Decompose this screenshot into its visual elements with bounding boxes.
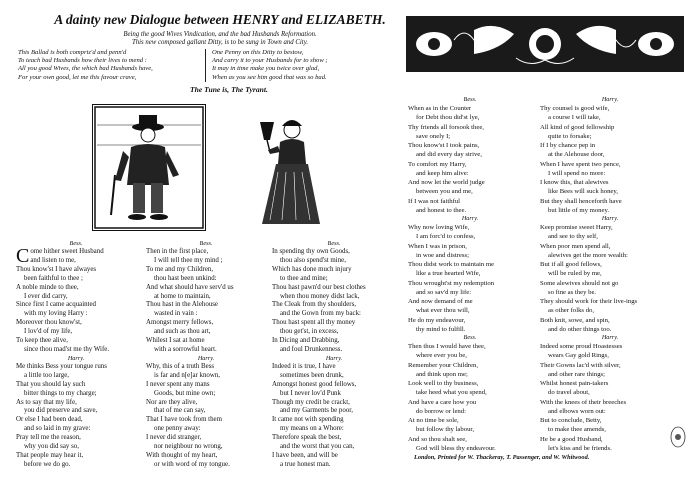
speaker-label: Bess.	[463, 334, 477, 341]
library-stamp	[670, 426, 686, 448]
verse-line: With thought of my heart,	[146, 451, 218, 459]
verse-line: thou get'st, in excess,	[280, 328, 339, 336]
verse-line: At no time be sole,	[408, 417, 459, 424]
verse-line: Thy counsel is good wife,	[540, 105, 610, 112]
verse-line: He be a good Husband,	[540, 435, 603, 443]
intro-left	[18, 49, 153, 82]
verse-line: at the Alehouse door,	[548, 151, 605, 159]
verse-line: I lov'd of my life,	[24, 328, 73, 336]
verse-line: and keep him alive:	[416, 169, 469, 177]
verse-line: my means on a Whore:	[280, 425, 344, 433]
verse-line: Indeed it is true, I have	[272, 362, 336, 370]
woodcut-man	[92, 104, 206, 231]
intro-line: This Ballad is both compriz'd and penn'd	[18, 49, 127, 56]
stamp-icon	[670, 426, 686, 448]
speaker-label: Harry.	[601, 334, 619, 341]
verse-line: and the Gown from my back:	[280, 310, 361, 318]
verse-line: do borrow or lend:	[416, 407, 466, 415]
verse-column-4	[408, 96, 532, 453]
verse-line: Why now loving Wife,	[408, 224, 470, 231]
intro-line: One Penny on this Ditty to bestow,	[212, 49, 304, 56]
speaker-label: Harry.	[461, 215, 479, 222]
verse-line: Their Gowns lac'd with silver,	[540, 361, 621, 369]
intro-line: When as you see him good that was so bad.	[212, 73, 327, 81]
verse-line: Thou hast spent all thy money	[272, 319, 356, 327]
verse-line: I am forc'd to confess,	[416, 233, 476, 241]
speaker-label: Harry.	[325, 354, 343, 362]
verse-line: When I have spent two pence,	[540, 160, 621, 168]
verse-line: A noble minde to thee,	[16, 283, 79, 291]
verse-line: As to say that my life,	[16, 398, 77, 406]
verse-line: To me and my Children,	[146, 265, 214, 273]
verse-line: Which has done much injury	[272, 265, 352, 273]
verse-line: at home to maintain,	[154, 292, 211, 300]
verse-line: And now let the world judge	[408, 179, 485, 186]
intro-line: For your own good, let me this favour crave,	[18, 73, 137, 81]
verse-line: and did every day strive,	[416, 151, 482, 159]
subtitle	[30, 31, 410, 47]
verse-line: where ever you be,	[416, 352, 467, 360]
verse-line: All kind of good fellowship	[540, 123, 615, 131]
verse-line: with my loving Harry :	[24, 310, 88, 318]
verse-line: and the worst that you can,	[280, 443, 355, 451]
verse-line: to thee and mine;	[280, 274, 328, 282]
verse-line: And what should have serv'd us	[146, 283, 234, 291]
speaker-label: Harry.	[601, 215, 619, 222]
verse-line: Both knit, sowe, and spin,	[540, 316, 610, 324]
verse-line: save onely I;	[416, 132, 451, 140]
verse-line: thou also spend'st mine,	[280, 256, 346, 264]
verse-column-3	[272, 240, 396, 470]
verse-line: Why, this of a truth Bess	[146, 362, 215, 370]
speaker-label: Bess.	[199, 240, 213, 247]
verse-line: Whilest I sat at home	[146, 337, 205, 345]
verse-line: thy mind to fulfill.	[416, 325, 466, 333]
verse-line: I never did stranger,	[146, 434, 202, 442]
verse-line: Look well to thy business,	[408, 380, 479, 387]
verse-line: a course I will take,	[548, 114, 601, 122]
verse-line: and such as thou art,	[154, 328, 211, 336]
verse-line: When I was in prison,	[408, 242, 467, 250]
man-figure-image	[93, 105, 205, 230]
verse-line: is far and n[e]ar known,	[154, 371, 221, 379]
verse-line: why you did say so,	[24, 443, 79, 451]
verse-line: been faithful to thee ;	[24, 274, 83, 282]
verse-line: Or else I had been dead,	[16, 416, 83, 424]
verse-line: sometimes been drunk,	[280, 371, 344, 379]
intro-line: To teach bad Husbands how their lives to mend :	[18, 57, 147, 65]
verse-line: a little too large,	[24, 371, 70, 379]
verse-line: Thou know'st I have alwayes	[16, 265, 97, 273]
speaker-label: Bess.	[463, 96, 477, 103]
verse-line: and elbows worn out:	[548, 407, 606, 415]
verse-line: and listen to me,	[30, 256, 76, 264]
verse-line: for Debt thou did'st lye,	[416, 114, 480, 122]
verse-line: Goods, but mine own;	[154, 389, 216, 397]
verse-line: and see to thy self,	[548, 233, 598, 241]
verse-line: Amongst merry fellows,	[146, 319, 214, 327]
verse-line: you did preserve and save,	[24, 407, 98, 415]
verse-line: I ever did carry,	[24, 292, 68, 300]
verse-line: bitter things to my charge;	[24, 389, 97, 397]
verse-line: but I never lov'd Punk	[280, 389, 341, 397]
verse-line: With the knees of their breeches	[540, 398, 627, 406]
verse-line: But if all good fellows,	[540, 261, 602, 268]
verse-line: nor neighbour no wrong,	[154, 443, 223, 451]
verse-line: Thou hast pawn'd our best clothes	[272, 283, 366, 291]
verse-line: If I was not faithful	[408, 197, 460, 205]
intro-right	[212, 49, 328, 82]
verse-line: and foul Drunkenness.	[280, 345, 343, 353]
verse-line: Then thus I would have thee,	[408, 343, 486, 350]
verse-line: In spending thy own Goods,	[272, 248, 350, 255]
verse-line: Indeed some proud Hoastesses	[540, 343, 623, 350]
verse-line: Moreover thou know'st,	[16, 319, 82, 327]
verse-line: Me thinks Bess your tongue runs	[16, 362, 107, 370]
verse-line: Nor are they alive,	[146, 398, 198, 406]
verse-line: I will tell thee my mind ;	[154, 256, 223, 264]
verse-line: I have been, and will be	[272, 451, 338, 459]
verse-line: one penny away:	[154, 425, 201, 433]
verse-line: so fine as they be.	[548, 288, 597, 296]
verse-column-5	[540, 96, 680, 453]
verse-line: When poor men spend all,	[540, 242, 611, 250]
verse-line: to make thee amends,	[548, 426, 606, 434]
verse-line: and my Garments be poor,	[280, 407, 354, 415]
verse-line: If I by chance pep in	[540, 142, 596, 149]
verse-line: with a sorrowful heart.	[154, 345, 217, 353]
verse-line: But they shall henceforth have	[540, 197, 622, 205]
verse-line: But to conclude, Betty,	[540, 417, 602, 424]
verse-column-2	[146, 240, 266, 470]
verse-line: Though my credit be crackt,	[272, 398, 350, 406]
verse-line: or with word of my tongue.	[154, 460, 230, 468]
speaker-label: Harry.	[67, 354, 85, 362]
verse-line: let's kiss and be friends.	[548, 444, 612, 452]
verse-line: and other rare things;	[548, 370, 606, 378]
verse-line: as other folks do,	[548, 307, 595, 315]
intro-divider	[205, 49, 206, 82]
verse-line: Remember your Children,	[408, 361, 479, 369]
verse-column-1	[16, 240, 136, 470]
verse-line: what ever thou will,	[416, 307, 470, 315]
verse-line: before we do go.	[24, 460, 71, 468]
verse-line: and so laid in my grave:	[24, 425, 91, 433]
verse-line: Thy friends all forsook thee,	[408, 123, 484, 131]
verse-line: wasted in vain :	[154, 310, 198, 318]
verse-line: and do other things too.	[548, 325, 612, 333]
intro-line: It may in time make you twice over glad,	[212, 65, 320, 73]
tune-line: The Tune is, The Tyrant.	[190, 85, 268, 94]
verse-line: and so sav'd my life:	[416, 288, 472, 296]
verse-line: ome hither sweet Husband	[30, 248, 104, 255]
ornament-image	[404, 10, 686, 80]
verse-line: alewives get the more wealth:	[548, 251, 628, 259]
speaker-label: Harry.	[601, 96, 619, 103]
verse-line: and honest to thee.	[416, 206, 467, 214]
verse-line: quite to forsake;	[548, 132, 592, 140]
verse-line: I will spend no more:	[548, 169, 606, 177]
verse-line: Thou know'st I took pains,	[408, 142, 480, 149]
verse-line: but follow thy labour,	[416, 426, 475, 434]
verse-line: Some alewives should not go	[540, 279, 619, 287]
speaker-label: Bess.	[327, 240, 341, 247]
verse-line: when thou money didst lack,	[280, 292, 360, 300]
verse-line: Then in the first place,	[146, 248, 209, 255]
subtitle-line: Being the good Wives Vindication, and the bad Husbands Reformation.	[123, 31, 317, 38]
verse-line: That I have took from them	[146, 416, 222, 424]
drop-cap-C: C	[16, 245, 30, 267]
verse-line: And so thou shalt see,	[408, 435, 467, 443]
verse-line: To comfort my Harry,	[408, 160, 467, 168]
verse-line: He do my endeavour,	[408, 316, 466, 324]
verse-line: wears Gay gold Rings,	[548, 352, 609, 360]
verse-line: To keep thee alive,	[16, 337, 68, 345]
verse-line: Thou hast in the Alehouse	[146, 301, 218, 309]
printer-imprint: London, Printed for W. Thackeray, T. Passenger, and W. Whitwood.	[414, 454, 590, 461]
verse-line: thou hast been unkind:	[154, 274, 217, 282]
verse-line: I know this, that alewives	[540, 179, 609, 186]
verse-line: Therefore speak the best,	[272, 434, 342, 442]
verse-line: Pray tell me the reason,	[16, 434, 81, 442]
verse-line: I never spent any mans	[146, 380, 210, 388]
ballad-title: A dainty new Dialogue between HENRY and ELIZABETH.	[54, 12, 386, 27]
woman-figure-image	[248, 112, 330, 232]
verse-line: and think upon me;	[416, 370, 468, 378]
verse-line: a true honest man.	[280, 460, 331, 468]
verse-line: take heed what you spend,	[416, 389, 487, 397]
verse-line: Whilst honest pain-takers	[540, 380, 609, 387]
verse-line: When as in the Counter	[408, 105, 472, 112]
verse-line: since thou mad'st me thy Wife.	[24, 345, 110, 353]
verse-line: In Dicing and Drabbing,	[272, 337, 340, 345]
woodcut-woman	[248, 112, 330, 232]
speaker-label: Bess.	[69, 240, 83, 247]
verse-line: God will bless thy endeavour.	[416, 444, 496, 452]
verse-line: The Cleak from thy shoulders,	[272, 301, 357, 309]
subtitle-line: This new composed gallant Ditty, is to be sung in Town and City.	[131, 39, 309, 47]
verse-line: That people may hear it,	[16, 451, 84, 459]
verse-line: Thou didst work to maintain me	[408, 261, 494, 268]
verse-line: Keep promise sweet Harry,	[540, 224, 613, 231]
verse-line: And now demand of me	[408, 298, 473, 305]
verse-line: And have a care how you	[408, 398, 477, 406]
verse-line: Amongst honest good fellows,	[272, 380, 357, 388]
verse-line: do travel about,	[548, 389, 590, 397]
verse-line: like a true hearted Wife,	[416, 270, 481, 278]
intro-line: And carry it to your Husbands for to show ;	[212, 57, 328, 65]
verse-line: That you should lay such	[16, 380, 86, 388]
verse-line: Since first I came acquainted	[16, 301, 96, 309]
verse-line: but little of my money.	[548, 206, 610, 214]
verse-line: in woe and distress;	[416, 251, 469, 259]
speaker-label: Harry.	[197, 354, 215, 362]
verse-line: It came not with spending	[272, 416, 344, 424]
verse-line: will be ruled by me,	[548, 270, 602, 278]
verse-line: They should work for their live-ings	[540, 298, 638, 305]
verse-line: like Bees will suck honey,	[548, 188, 618, 196]
ornamental-band	[404, 10, 686, 80]
verse-line: Thou wrought'st my redemption	[408, 279, 495, 287]
verse-line: that of me can say,	[154, 407, 206, 415]
verse-line: between you and me,	[416, 188, 473, 196]
intro-line: All you good Wives, the which bad Husbands have,	[18, 65, 153, 73]
